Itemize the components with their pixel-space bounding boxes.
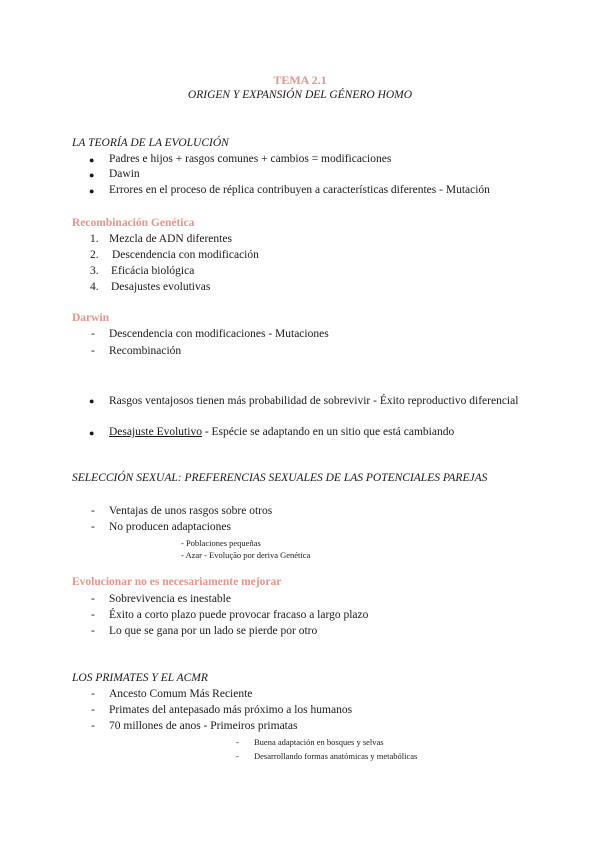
section-heading-recombinacion: Recombinación Genética: [72, 217, 195, 229]
list-item-text: Ventajas de unos rasgos sobre otros: [109, 505, 273, 517]
page-subtitle: ORIGEN Y EXPANSIÓN DEL GÉNERO HOMO: [187, 89, 413, 101]
list-item-text: Ancesto Comum Más Reciente: [109, 688, 253, 700]
underlined-term: Desajuste Evolutivo: [109, 426, 202, 438]
list-item-text: Mezcla de ADN diferentes: [109, 233, 232, 245]
dash-mark: -: [91, 345, 95, 357]
dash-mark: -: [91, 505, 95, 517]
bullet-icon: ●: [89, 155, 95, 165]
sub-note: - Poblaciones pequeñas: [181, 538, 261, 548]
list-item-text: Padres e hijos + rasgos comunes + cambios = modificaciones: [109, 153, 392, 165]
list-item-text: Éxito a corto plazo puede provocar fracaso a largo plazo: [109, 609, 369, 621]
sub-note: - Azar - Evolução por deriva Genética: [181, 550, 311, 560]
dash-mark: -: [91, 593, 95, 605]
list-item-text: Primates del antepasado más próximo a los humanos: [109, 704, 353, 716]
dash-mark: -: [91, 609, 95, 621]
list-item-text: [109, 426, 454, 438]
section-heading-teoria: LA TEORÍA DE LA EVOLUCIÓN: [72, 137, 229, 149]
list-item-text: Desajustes evolutivas: [111, 281, 211, 293]
list-number: 4.: [90, 281, 99, 293]
dash-mark: -: [236, 737, 239, 747]
list-item-text: Eficácia biológica: [111, 265, 195, 277]
list-item-text: Buena adaptación en bosques y selvas: [254, 737, 384, 747]
list-number: 1.: [90, 233, 99, 245]
dash-mark: -: [91, 328, 95, 340]
section-heading-seleccion: SELECCIÓN SEXUAL: PREFERENCIAS SEXUALES DE LAS POTENCIALES PAREJAS: [72, 472, 488, 484]
list-item-text: Errores en el proceso de réplica contribuyen a características diferentes - Mutación: [109, 184, 490, 196]
dash-mark: -: [91, 688, 95, 700]
list-item-text: 70 millones de anos - Primeiros primatas: [109, 720, 298, 732]
dash-mark: -: [91, 720, 95, 732]
list-item-text: No producen adaptaciones: [109, 521, 231, 533]
list-item-text: Desarrollando formas anatómicas y metabólicas: [254, 751, 418, 761]
bullet-icon: ●: [89, 186, 95, 196]
dash-mark: -: [91, 521, 95, 533]
section-heading-primates: LOS PRIMATES Y EL ACMR: [72, 672, 208, 684]
list-item-text: Sobrevivencia es inestable: [109, 593, 231, 605]
list-item-text: Dawin: [109, 168, 140, 180]
list-number: 2.: [90, 249, 99, 261]
bullet-icon: ●: [89, 396, 95, 406]
dash-mark: -: [91, 625, 95, 637]
page-title: TEMA 2.1: [273, 73, 327, 87]
list-number: 3.: [90, 265, 99, 277]
section-heading-evolucionar: Evolucionar no es necesariamente mejorar: [72, 576, 282, 588]
list-item-text: Lo que se gana por un lado se pierde por otro: [109, 625, 318, 637]
dash-mark: -: [236, 751, 239, 761]
section-heading-darwin: Darwin: [72, 312, 110, 324]
list-item-text: Descendencia con modificaciones - Mutaciones: [109, 328, 329, 340]
list-item-text: Descendencia con modificación: [112, 249, 259, 261]
list-item-text: Recombinación: [109, 345, 182, 357]
bullet-icon: ●: [89, 428, 95, 438]
list-item-rest: - Espécie se adaptando en un sitio que está cambiando: [201, 426, 455, 438]
list-item-text: Rasgos ventajosos tienen más probabilidad de sobrevivir - Éxito reproductivo diferencial: [109, 395, 519, 407]
bullet-icon: ●: [89, 170, 95, 180]
dash-mark: -: [91, 704, 95, 716]
